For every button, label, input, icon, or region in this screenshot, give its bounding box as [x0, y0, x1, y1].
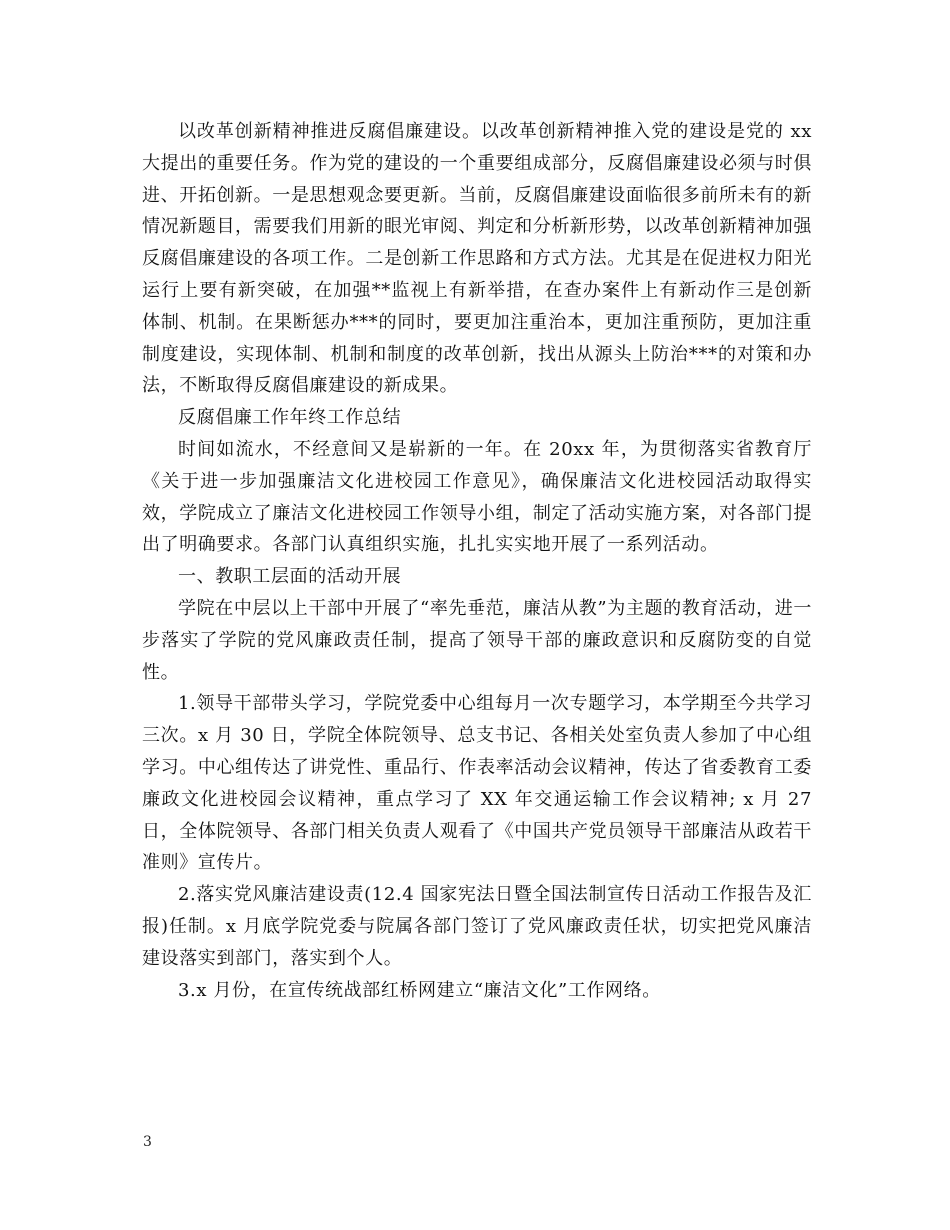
paragraph-cadre-education: 学院在中层以上干部中开展了“率先垂范，廉洁从教”为主题的教育活动，进一步落实了学院的党风廉政责任制，提高了领导干部的廉政意识和反腐防变的自觉性。: [142, 597, 812, 683]
page-number: 3: [143, 1134, 152, 1150]
document-body: [142, 116, 812, 1006]
section-heading-staff-activities: 一、教职工层面的活动开展: [178, 566, 402, 588]
paragraph-intro: 时间如流水，不经意间又是崭新的一年。在 20xx 年，为贯彻落实省教育厅《关于进一步加强廉洁文化进校园工作意见》，确保廉洁文化进校园活动取得实效，学院成立了廉洁文化进校园工作领导小组，制定了活动实施方案，对各部门提出了明确要求。各部门认真组织实施，扎扎实实地开展了一系列活动。: [142, 438, 812, 556]
list-item-3: 3.x 月份，在宣传统战部红桥网建立“廉洁文化”工作网络。: [178, 979, 661, 1001]
list-item-1: 1.领导干部带头学习，学院党委中心组每月一次专题学习，本学期至今共学习三次。x 月 30 日，学院全体院领导、总支书记、各相关处室负责人参加了中心组学习。中心组传达了讲党性、重品行、作表率活动会议精神，传达了省委教育工委廉政文化进校园会议精神，重点学习了 XX 年交通运输工作会议精神; x 月 27 日，全体院领导、各部门相关负责人观看了《中国共产党员领导干部廉洁从政若干准则》宣传片。: [142, 693, 812, 874]
paragraph-reform-innovation: 以改革创新精神推进反腐倡廉建设。以改革创新精神推入党的建设是党的 xx 大提出的重要任务。作为党的建设的一个重要组成部分，反腐倡廉建设必须与时俱进、开拓创新。一是思想观念要更新。当前，反腐倡廉建设面临很多前所未有的新情况新题目，需要我们用新的眼光审阅、判定和分析新形势，以改革创新精神加强反腐倡廉建设的各项工作。二是创新工作思路和方式方法。尤其是在促进权力阳光运行上要有新突破，在加强**监视上有新举措，在查办案件上有新动作三是创新体制、机制。在果断惩办***的同时，要更加注重治本，更加注重预防，更加注重制度建设，实现体制、机制和制度的改革创新，找出从源头上防治***的对策和办法，不断取得反腐倡廉建设的新成果。: [142, 121, 812, 397]
list-item-2: 2.落实党风廉洁建设责(12.4 国家宪法日暨全国法制宣传日活动工作报告及汇报)任制。x 月底学院党委与院属各部门签订了党风廉政责任状，切实把党风廉洁建设落实到部门，落实到个人。: [142, 884, 812, 969]
section-title-summary: 反腐倡廉工作年终工作总结: [178, 407, 402, 429]
